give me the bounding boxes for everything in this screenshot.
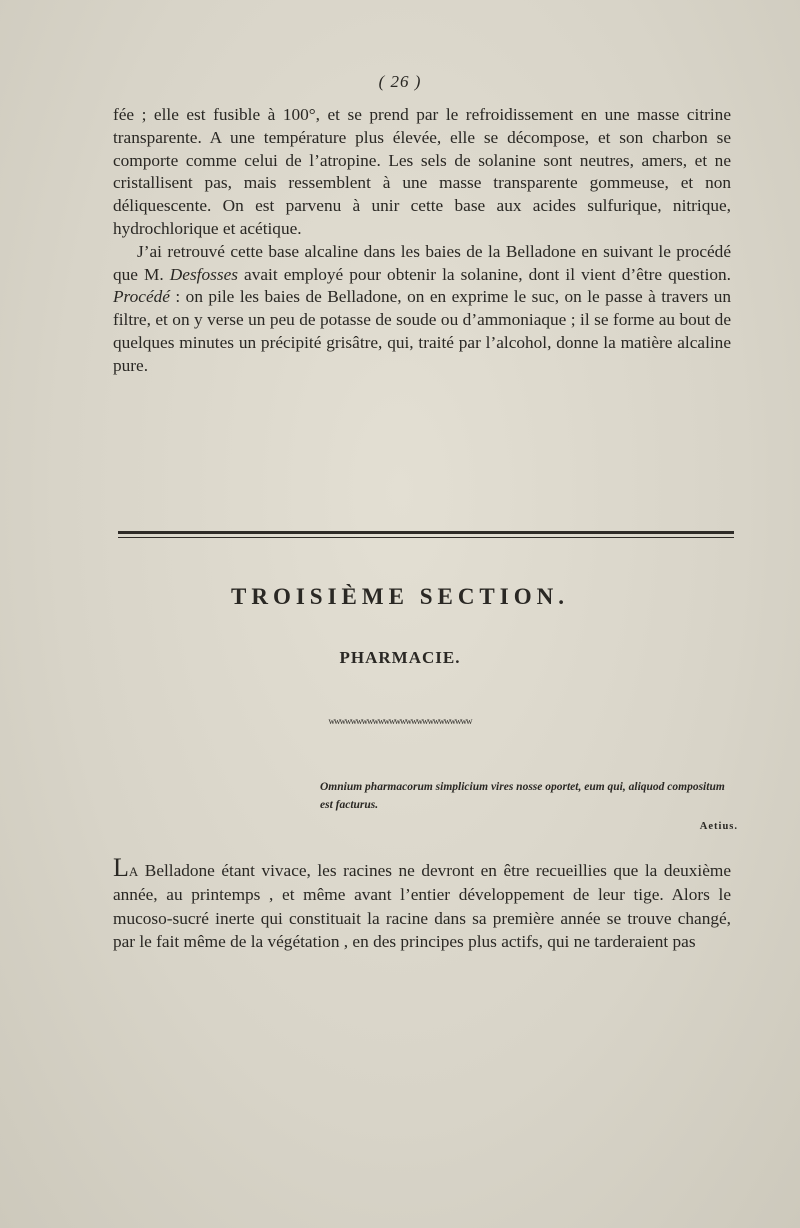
page-number: ( 26 ): [378, 72, 422, 91]
procedure-label: Procédé: [113, 287, 170, 307]
section-title: TROISIÈME SECTION.: [231, 584, 569, 609]
paragraph-2: [113, 241, 731, 378]
small-caps: A: [128, 864, 139, 879]
paragraph-2-after: : on pile les baies de Belladone, on en exprime le suc, on le passe à travers un filtre, et on y verse un peu de potasse de soude ou d’ammoniaque ; il se forme au bout de quelques minutes un précipité grisâtre, qui, traité par l’alcohol, donne la matière alcaline pure.: [113, 287, 731, 375]
section-subtitle: PHARMACIE.: [339, 648, 461, 667]
paragraph-2-middle: avait employé pour obtenir la solanine, dont il vient d’être question.: [237, 264, 731, 284]
author-name: Desfosses: [169, 264, 238, 284]
section-rule-thin: [118, 537, 734, 538]
epigraph: [320, 778, 738, 814]
bottom-text-block: [113, 853, 731, 954]
top-text-block: [113, 104, 731, 378]
paragraph-3: [113, 853, 731, 954]
epigraph-quote: Omnium pharmacorum simplicium vires nosse oportet, eum qui, aliquod compositum est facturus.: [320, 781, 725, 811]
paragraph-2-before: J’ai retrouvé cette base alcaline dans les baies de la Belladone en suivant le procédé que M.: [113, 241, 731, 284]
section-rule-thick: [118, 531, 734, 534]
epigraph-author: Aetius.: [699, 821, 738, 832]
paragraph-3-text: Belladone étant vivace, les racines ne devront en être recueillies que la deuxième année, au printemps , et même avant l’entier développement de leur tige. Alors le mucoso-sucré inerte qui constituait la racine dans sa première année se trouve changé, par le fait même de la végétation , en des principes plus actifs, qui ne tarderaient pas: [113, 861, 731, 952]
ornament-divider: ᴡᴡᴡᴡᴡᴡᴡᴡᴡᴡᴡᴡᴡᴡᴡᴡᴡᴡᴡᴡᴡᴡᴡᴡᴡᴡ: [328, 716, 472, 726]
drop-cap: L: [113, 853, 129, 882]
paragraph-1: fée ; elle est fusible à 100°, et se prend par le refroidissement en une masse citrine transparente. A une température plus élevée, elle se décompose, et son charbon se comporte comme celui de l’atropine. Les sels de solanine sont neutres, amers, et ne cristallisent pas, mais ressemblent à une masse transparente gommeuse, et non déliquescente. On est parvenu à unir cette base aux acides sulfurique, nitrique, hydrochlorique et acétique.: [113, 105, 731, 238]
